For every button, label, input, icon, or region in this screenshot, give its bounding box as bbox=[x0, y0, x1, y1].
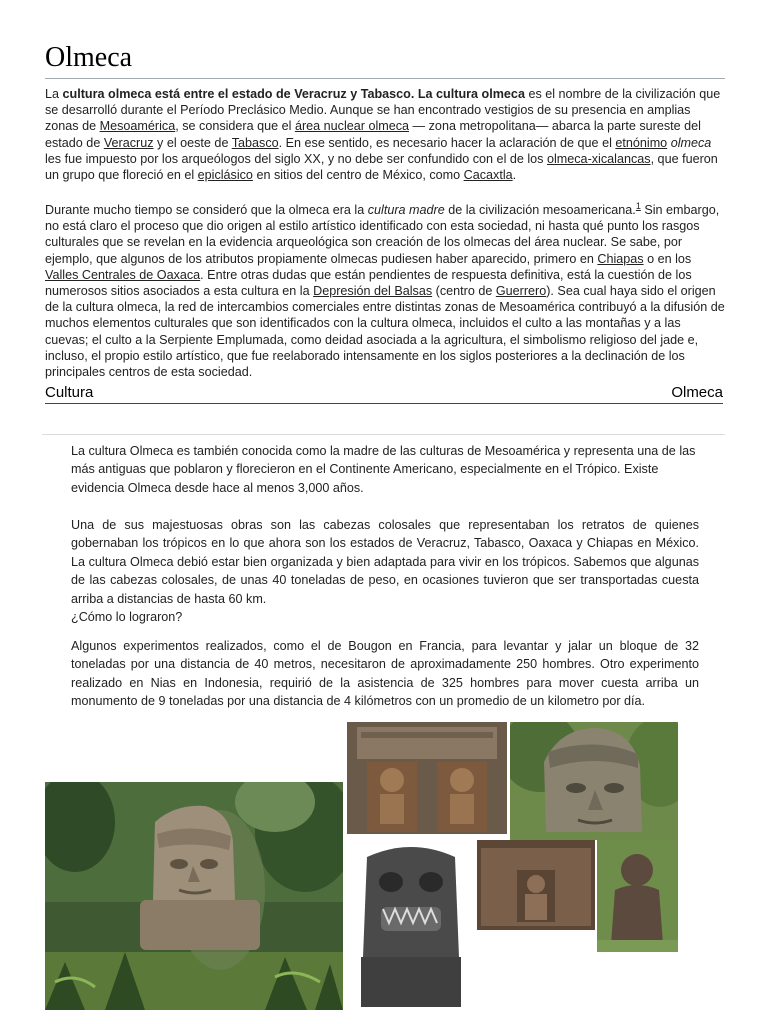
seated-figure-photo bbox=[597, 840, 678, 952]
page-title: Olmeca bbox=[45, 40, 725, 79]
link-depresion-balsas[interactable]: Depresión del Balsas bbox=[313, 284, 433, 299]
para-text: . Entre otras dudas que están pendientes de respuesta definitiva, está la cuestión de los numerosos sitios asociados a esta cultura en la bbox=[45, 267, 692, 299]
intro-text: , se considera que el bbox=[175, 119, 295, 134]
section-heading bbox=[45, 384, 723, 404]
intro-text: en sitios del centro de México, como bbox=[252, 168, 464, 183]
para-text: Sin embargo, no está claro el proceso que dio origen al estilo artístico identificado con esta sociedad, ni hasta qué punto los rasgos culturales que se revelan en la evidencia arqueológica son creación de los olmecas del área nuclear. Se sabe, por ejemplo, que algunos de los atributos propiamente olmecas pudiesen haber aparecido, primero en bbox=[45, 203, 720, 266]
link-olmeca-xicalancas[interactable]: olmeca-xicalancas bbox=[546, 151, 651, 166]
altar-figure-photo bbox=[477, 840, 595, 930]
intro-text: La bbox=[45, 87, 63, 101]
link-veracruz[interactable]: Veracruz bbox=[103, 135, 154, 150]
second-paragraph bbox=[45, 202, 725, 380]
intro-bold: cultura olmeca está entre el estado de Veracruz y Tabasco. La cultura olmeca bbox=[62, 87, 525, 101]
link-guerrero[interactable]: Guerrero bbox=[495, 284, 547, 299]
intro-text: — zona metropolitana— abarca la parte sureste del estado de bbox=[45, 119, 701, 150]
intro-text: les fue impuesto por los arqueólogos del siglo XX, y no debe ser confundido con el de los bbox=[45, 151, 547, 166]
link-epiclasico[interactable]: epiclásico bbox=[197, 168, 253, 183]
intro-paragraph bbox=[45, 86, 725, 183]
altar-relief-photo bbox=[347, 722, 507, 834]
jaguar-sculpture-photo bbox=[347, 837, 475, 1013]
body-paragraph-2 bbox=[71, 516, 699, 626]
colossal-head-photo-2 bbox=[510, 722, 678, 840]
para-text: (centro de bbox=[432, 284, 496, 299]
link-etnonimo[interactable]: etnónimo bbox=[615, 135, 668, 150]
para-text: de la civilización mesoamericana. bbox=[444, 203, 636, 217]
para-text: ). Sea cual haya sido el origen de la cultura olmeca, la red de intercambios comerciales entre distintas zonas de Mesoamérica contribuyó a la difusión de muchos elementos culturales que son identificados con la cultura olmeca, incluidos el culto a las montañas y a las cuevas; el culto a la Serpiente Emplumada, como deidad asociada a la agricultura, el simbolismo religioso del jade e, incluso, el propio estilo artístico, que fue reelaborado intensamente en los siglos posteriores a la declinación de los principales centros de esta sociedad. bbox=[45, 284, 725, 380]
intro-italic: olmeca bbox=[670, 135, 712, 150]
footnote-ref[interactable]: 1 bbox=[635, 200, 641, 211]
divider bbox=[42, 434, 725, 435]
link-chiapas[interactable]: Chiapas bbox=[597, 251, 644, 266]
section-heading-right: Olmeca bbox=[671, 384, 723, 401]
intro-text: , que fueron un grupo que floreció en el bbox=[45, 151, 718, 183]
link-cacaxtla[interactable]: Cacaxtla bbox=[463, 168, 513, 183]
link-mesoamerica[interactable]: Mesoamérica bbox=[99, 119, 176, 134]
link-tabasco[interactable]: Tabasco bbox=[231, 135, 279, 150]
section-heading-left: Cultura bbox=[45, 384, 94, 401]
body-paragraph-1: La cultura Olmeca es también conocida como la madre de las culturas de Mesoamérica y representa una de las más antiguas que poblaron y florecieron en el Continente Americano, especialmente en el Trópico. Existe evidencia Olmeca desde hace al menos 3,000 años. bbox=[71, 444, 696, 495]
body-paragraph-3: Algunos experimentos realizados, como el de Bougon en Francia, para levantar y jalar un bloque de 32 toneladas por una distancia de 40 metros, necesitaron de aproximadamente 250 hombres. Otro experimento realizado en Nias en Indonesia, requirió de la asistencia de 325 hombres para mover cuesta arriba un monumento de 9 toneladas por una distancia de 4 kilómetros con un promedio de un kilometro por día. bbox=[71, 639, 699, 709]
colossal-head-photo bbox=[45, 782, 343, 1010]
body-question: ¿Cómo lo lograron? bbox=[71, 610, 183, 625]
intro-text: . bbox=[512, 168, 517, 183]
para-text: o en los bbox=[643, 251, 692, 266]
para-text: Durante mucho tiempo se consideró que la olmeca era la bbox=[45, 203, 368, 217]
intro-text: y el oeste de bbox=[153, 135, 232, 150]
intro-text: es el nombre de la civilización que se desarrolló durante el Período Preclásico Medio. Aunque se han encontrado vestigios de su presencia en amplias zonas de bbox=[45, 87, 721, 134]
para-italic: cultura madre bbox=[367, 203, 445, 217]
body-paragraph-2-text: Una de sus majestuosas obras son las cabezas colosales que representaban los retratos de quienes gobernaban los trópicos en lo que ahora son los estados de Veracruz, Tabasco, Oaxaca y Chiapas en México. La cultura Olmeca debió estar bien organizada y bien adaptada para vivir en los trópicos. Sabemos que algunas de las cabezas colosales, de unas 40 toneladas de peso, en ocasiones tuvieron que ser transportadas cuesta arriba a distancias de hasta 60 km. bbox=[71, 518, 699, 606]
link-valles-centrales[interactable]: Valles Centrales de Oaxaca bbox=[45, 267, 201, 282]
link-area-nuclear[interactable]: área nuclear olmeca bbox=[294, 119, 410, 134]
intro-text: . En ese sentido, es necesario hacer la aclaración de que el bbox=[278, 135, 616, 150]
